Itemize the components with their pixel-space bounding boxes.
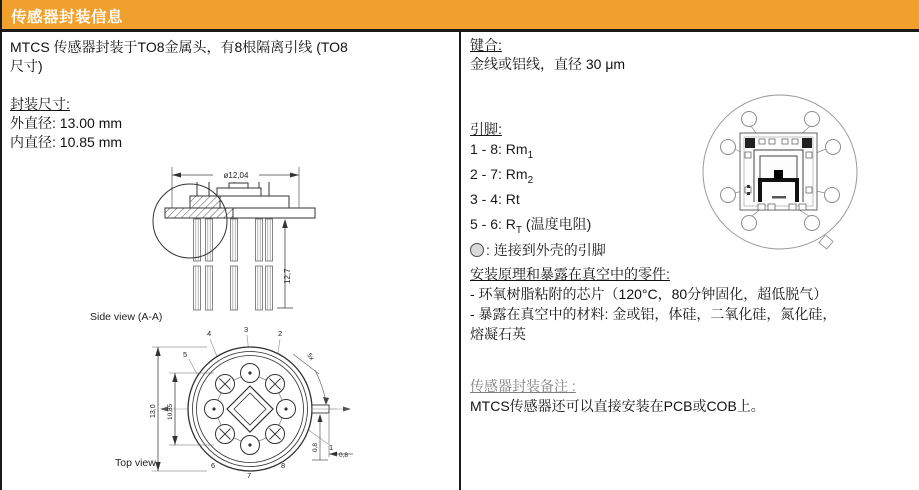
top-view-label: Top view [115, 457, 156, 469]
case-pin-label: : 连接到外壳的引脚 [486, 241, 606, 258]
outer-diameter: 外直径: 13.00 mm [10, 115, 123, 131]
pin-number-label: 4 [207, 329, 212, 338]
section-title: 传感器封装信息 [11, 9, 124, 26]
notes-heading: 传感器封装备注 : [470, 378, 576, 394]
package-drawing [57, 158, 462, 488]
mounting-line: 熔凝石英 [470, 326, 526, 342]
pin-name: Rt [505, 191, 520, 208]
pin-assignment [470, 165, 700, 190]
case-pin-icon [470, 243, 484, 257]
case-pin-legend [470, 241, 700, 261]
pin-number-label: 1 [329, 443, 334, 452]
mounting-line: - 环氧树脂粘附的芯片（120°C，80分钟固化，超低脱气） [470, 286, 828, 302]
pins-section [470, 120, 700, 260]
bonding-heading: 键合: [470, 37, 502, 53]
pin-assignment [470, 215, 700, 240]
dim-inner: 10,85 [167, 403, 174, 420]
mounting-line: - 暴露在真空中的材料: 金或铝，体硅，二氧化硅，氮化硅， [470, 306, 837, 322]
bonding-section [470, 36, 900, 74]
notes-section [470, 376, 910, 416]
mounting-section [470, 264, 910, 344]
pin-subscript: 2 [527, 174, 534, 186]
pin-number-label: 5 [183, 350, 188, 359]
pin-range: 1 - 8: [470, 140, 506, 157]
pin-name: Rm [505, 165, 528, 182]
dim-tab-vertical: 0,8 [312, 442, 319, 452]
notes-text: MTCS传感器还可以直接安装在PCB或COB上。 [470, 398, 765, 414]
pin-suffix: (温度电阻) [522, 216, 592, 233]
dim-tab-horizontal: 0,8 [339, 452, 349, 459]
dim-height: 12,7 [283, 268, 292, 284]
mounting-heading: 安装原理和暴露在真空中的零件: [470, 266, 670, 282]
top-view [115, 347, 353, 471]
pin-number-label: 6 [211, 461, 216, 470]
package-dimensions [10, 95, 122, 152]
dim-angle: 5x [305, 352, 316, 362]
pin-range: 5 - 6: [470, 216, 506, 233]
pin-number-label: 2 [278, 329, 283, 338]
pin-subscript: 1 [527, 149, 534, 161]
side-view-label: Side view (A-A) [90, 311, 163, 323]
pin-assignment [470, 140, 700, 165]
inner-diameter: 内直径: 10.85 mm [10, 134, 123, 150]
pin-name: Rm [505, 140, 528, 157]
pin-number-label: 3 [244, 325, 249, 334]
pin-range: 3 - 4: [470, 191, 506, 208]
intro-text [10, 38, 450, 76]
pin-assignment [470, 190, 700, 215]
bonding-text: 金线或铝线，直径 30 μm [470, 56, 626, 72]
package-dims-heading: 封装尺寸: [10, 96, 70, 112]
pin-number-label: 7 [247, 471, 252, 480]
side-view [90, 167, 315, 323]
intro-line-2: 尺寸) [10, 58, 43, 74]
chip-layout-figure [694, 90, 914, 260]
dim-outer: 13,0 [150, 404, 157, 418]
intro-line-1: MTCS 传感器封装于TO8金属头，有8根隔离引线 (TO8 [10, 39, 348, 55]
pin-number-label: 8 [281, 461, 286, 470]
pins-heading: 引脚: [470, 121, 502, 137]
pin-range: 2 - 7: [470, 165, 506, 182]
pin-subscript: T [515, 225, 523, 237]
section-header [2, 0, 919, 32]
pin-name: R [505, 216, 516, 233]
dim-diameter: ø12,04 [223, 171, 249, 180]
detail-circle [153, 184, 227, 258]
